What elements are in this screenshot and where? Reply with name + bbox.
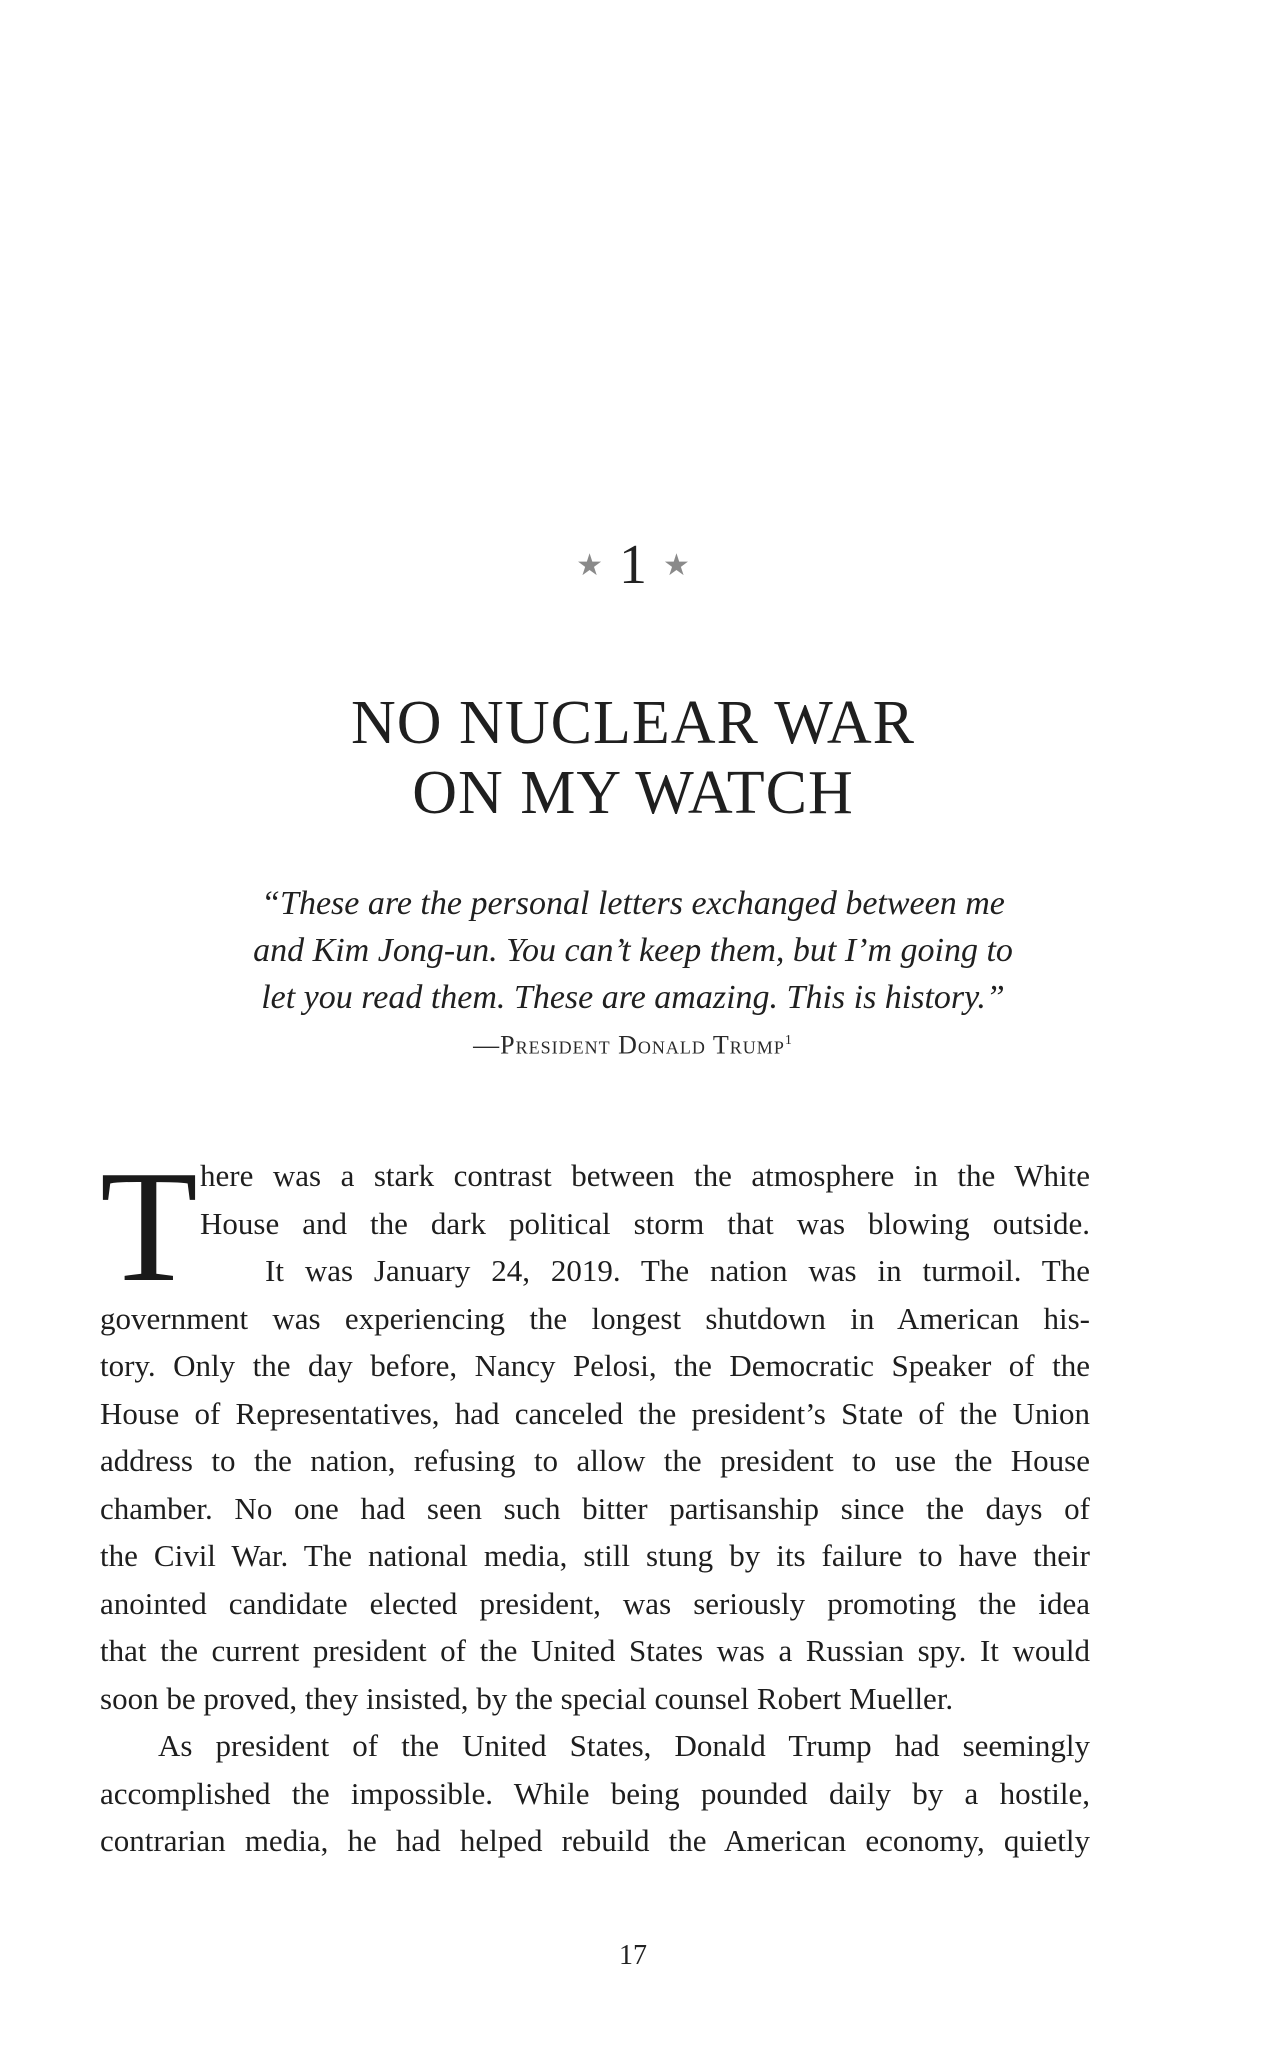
chapter-title — [0, 688, 1266, 828]
body-line: here was a stark contrast between the atmosphere in the White — [200, 1158, 1090, 1193]
body-line: address to the nation, refusing to allow the president to use the House — [100, 1443, 1090, 1478]
body-line: House and the dark political storm that was blowing outside. — [200, 1205, 1090, 1241]
body-line: accomplished the impossible. While being pounded daily by a hostile, — [100, 1775, 1090, 1811]
chapter-title-line: ON MY WATCH — [412, 759, 854, 827]
star-icon: ★ — [576, 549, 603, 583]
body-line: contrarian media, he had helped rebuild the American economy, quietly — [100, 1823, 1090, 1858]
epigraph-quote — [150, 880, 1116, 1021]
body-line: tory. Only the day before, Nancy Pelosi, the Democratic Speaker of the — [100, 1348, 1090, 1383]
star-icon: ★ — [663, 549, 690, 583]
body-line: As president of the United States, Donald Trump had seemingly — [158, 1728, 1090, 1763]
drop-cap: T — [100, 1137, 198, 1315]
body-line: government was experiencing the longest shutdown in American his- — [100, 1300, 1090, 1336]
page-number: 17 — [619, 1940, 647, 1971]
epigraph-line: “These are the personal letters exchanged between me — [261, 885, 1005, 922]
body-line: that the current president of the United States was a Russian spy. It would — [100, 1633, 1090, 1668]
epigraph-attribution — [0, 1024, 1266, 1063]
body-text — [100, 1137, 1090, 1865]
body-line: anointed candidate elected president, was seriously promoting the idea — [100, 1585, 1090, 1621]
body-line: It was January 24, 2019. The nation was in turmoil. The — [265, 1253, 1090, 1288]
body-line: chamber. No one had seen such bitter partisanship since the days of — [100, 1490, 1090, 1526]
body-line: House of Representatives, had canceled the president’s State of the Union — [100, 1395, 1090, 1431]
attribution-text: —President Donald Trump — [473, 1030, 785, 1060]
epigraph-line: and Kim Jong-un. You can’t keep them, but I’m going to — [253, 932, 1013, 969]
body-line: soon be proved, they insisted, by the special counsel Robert Mueller. — [100, 1680, 954, 1716]
footnote-reference: 1 — [784, 1033, 793, 1048]
chapter-title-line: NO NUCLEAR WAR — [351, 689, 915, 757]
epigraph-line: let you read them. These are amazing. This is history.” — [261, 979, 1005, 1016]
chapter-number-value: 1 — [619, 534, 647, 596]
chapter-number — [0, 535, 1266, 600]
body-line: the Civil War. The national media, still stung by its failure to have their — [100, 1538, 1090, 1573]
